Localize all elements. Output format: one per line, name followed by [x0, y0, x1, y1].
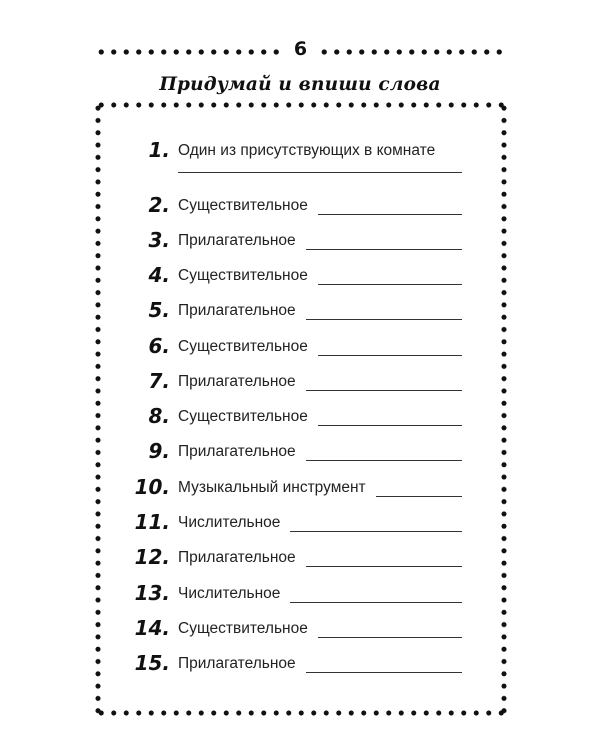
- page-title: Придумай и впиши слова: [159, 74, 441, 95]
- item-number: 11.: [134, 510, 170, 534]
- answer-line[interactable]: [318, 425, 462, 426]
- item-label: Существительное: [178, 197, 308, 214]
- frame-edge-bottom: [95, 710, 507, 716]
- item-label: Прилагательное: [178, 302, 296, 319]
- item-number: 10.: [134, 475, 170, 499]
- list-item: [0, 191, 600, 221]
- list-item: [0, 543, 600, 573]
- list-item: [0, 579, 600, 609]
- item-label: Прилагательное: [178, 549, 296, 566]
- header-dots-right: [318, 49, 508, 55]
- item-number: 15.: [134, 651, 170, 675]
- frame-edge-top: [95, 102, 507, 108]
- item-number: 1.: [148, 138, 170, 162]
- item-number: 5.: [148, 298, 170, 322]
- answer-line[interactable]: [178, 172, 462, 173]
- answer-line[interactable]: [376, 496, 462, 497]
- answer-line[interactable]: [306, 319, 462, 320]
- list-item: [0, 473, 600, 503]
- item-label: Числительное: [178, 514, 281, 531]
- item-label: Прилагательное: [178, 232, 296, 249]
- list-item: [0, 649, 600, 679]
- list-item: [0, 402, 600, 432]
- item-number: 14.: [134, 616, 170, 640]
- item-label: Прилагательное: [178, 373, 296, 390]
- page-number: 6: [293, 38, 308, 60]
- answer-line[interactable]: [306, 566, 462, 567]
- item-number: 3.: [148, 228, 170, 252]
- item-number: 12.: [134, 545, 170, 569]
- item-number: 13.: [134, 581, 170, 605]
- list-item: [0, 296, 600, 326]
- header-dots-left: [95, 49, 283, 55]
- answer-line[interactable]: [318, 214, 462, 215]
- item-label: Существительное: [178, 267, 308, 284]
- list-item: [0, 136, 600, 166]
- item-label: Прилагательное: [178, 655, 296, 672]
- answer-line[interactable]: [306, 460, 462, 461]
- answer-line[interactable]: [306, 672, 462, 673]
- answer-line[interactable]: [290, 531, 462, 532]
- item-number: 8.: [148, 404, 170, 428]
- answer-line[interactable]: [318, 284, 462, 285]
- item-number: 6.: [148, 334, 170, 358]
- answer-line[interactable]: [306, 249, 462, 250]
- item-label: Существительное: [178, 408, 308, 425]
- item-number: 4.: [148, 263, 170, 287]
- item-number: 7.: [148, 369, 170, 393]
- list-item: [0, 508, 600, 538]
- item-label: Числительное: [178, 585, 281, 602]
- item-number: 9.: [148, 439, 170, 463]
- list-item: [0, 437, 600, 467]
- answer-line[interactable]: [290, 602, 462, 603]
- item-label: Существительное: [178, 620, 308, 637]
- list-item: [0, 261, 600, 291]
- item-label: Существительное: [178, 338, 308, 355]
- answer-line[interactable]: [306, 390, 462, 391]
- list-item: [0, 367, 600, 397]
- item-number: 2.: [148, 193, 170, 217]
- list-item: [0, 614, 600, 644]
- item-label: Один из присутствующих в комнате: [178, 142, 436, 159]
- item-label: Прилагательное: [178, 443, 296, 460]
- answer-line[interactable]: [318, 637, 462, 638]
- list-item: [0, 226, 600, 256]
- item-label: Музыкальный инструмент: [178, 479, 366, 496]
- answer-line[interactable]: [318, 355, 462, 356]
- list-item: [0, 332, 600, 362]
